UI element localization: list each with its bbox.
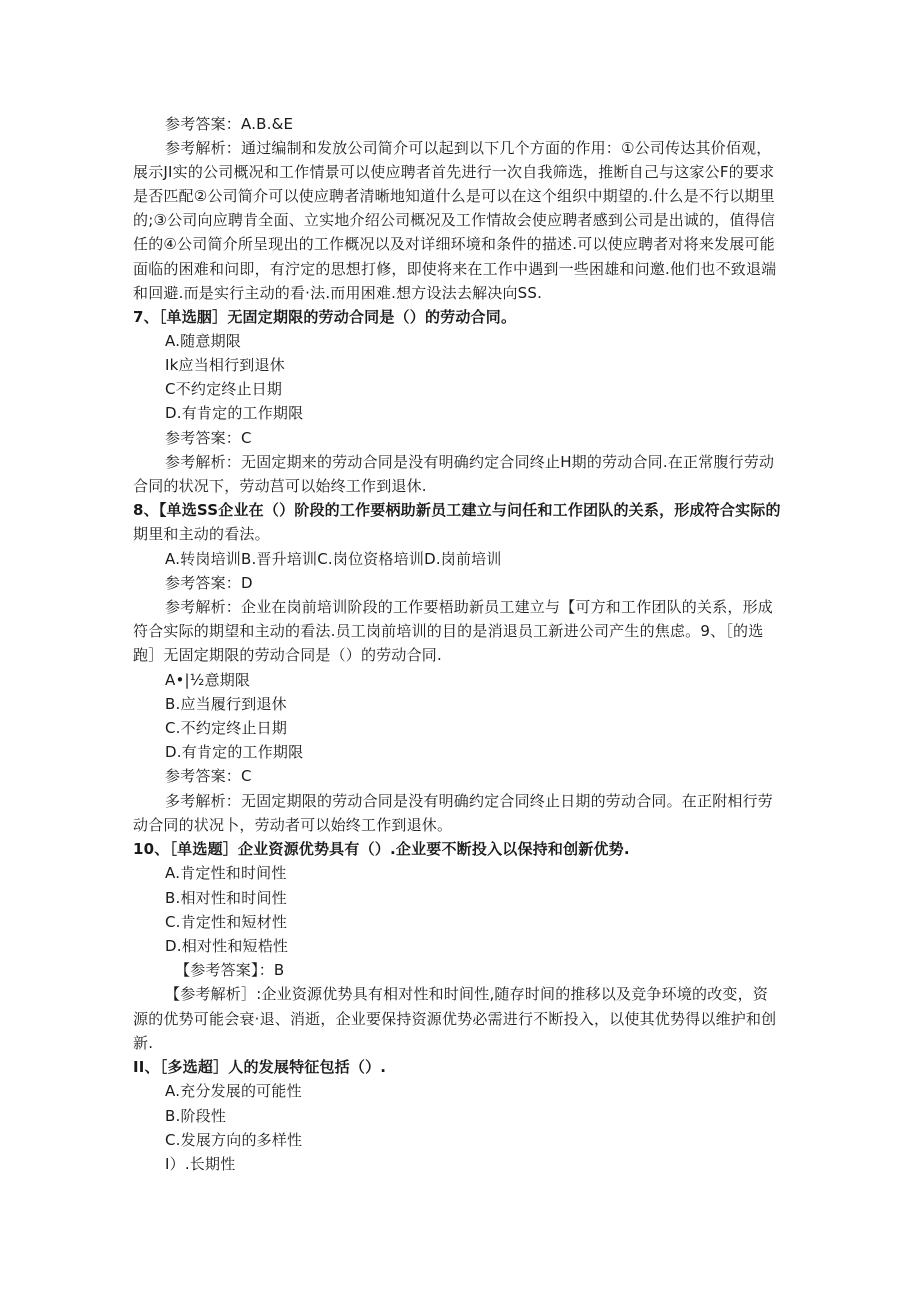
option-line: B.应当履行到退休 bbox=[165, 695, 287, 713]
option-line: A.随意期限 bbox=[165, 332, 241, 350]
answer-line: 参考答案：D bbox=[165, 574, 253, 592]
explanation-line: 的;③公司向应聘肯全面、立实地介绍公司概况及工作情故会使应聘者感到公司是出诚的，值得信 bbox=[133, 211, 776, 229]
explanation-line: 符合实际的期望和主动的看法.员工岗前培训的目的是消退员工新进公司产生的焦虑。9、［的选 bbox=[133, 622, 764, 640]
question-7: 7、［单选胭］无固定期限的劳动合同是（）的劳动合同。 bbox=[133, 308, 517, 326]
option-line: D.有肯定的工作期限 bbox=[165, 404, 304, 422]
answer-line: 参考答案：C bbox=[165, 429, 252, 447]
explanation-line: 多考解析：无固定期限的劳动合同是没有明确约定合同终止日期的劳动合同。在正附相行劳 bbox=[165, 792, 774, 810]
option-line: B.阶段性 bbox=[165, 1107, 227, 1125]
question-9: 跑］无固定期限的劳动合同是（）的劳动合同. bbox=[133, 646, 442, 664]
option-line: C.不约定终止日期 bbox=[165, 719, 288, 737]
answer-line: 参考答案：C bbox=[165, 767, 252, 785]
option-line: B.相对性和时间性 bbox=[165, 889, 287, 907]
option-line: I）.长期性 bbox=[165, 1155, 236, 1173]
question-11: II、［多选超］人的发展特征包括（）. bbox=[133, 1058, 387, 1076]
option-line: C.发展方向的多样性 bbox=[165, 1131, 303, 1149]
option-line: C.肯定性和短材性 bbox=[165, 913, 288, 931]
explanation-line: 和回避.而是实行主动的看·法.而用困难.想方设法去解决向SS. bbox=[133, 284, 543, 302]
explanation-line: 参考解析：无固定期来的劳动合同是没有明确约定合同终止H期的劳动合同.在正常腹行劳动 bbox=[165, 453, 775, 471]
option-line: A•|½意期限 bbox=[165, 671, 251, 689]
explanation-line: 参考解析：企业在岗前培训阶段的工作要梧助新员工建立与【可方和工作团队的关系，形成 bbox=[165, 598, 774, 616]
option-line: Ik应当相行到退休 bbox=[165, 356, 285, 374]
option-line: A.充分发展的可能性 bbox=[165, 1082, 302, 1100]
option-line: D.相对性和短梏性 bbox=[165, 937, 289, 955]
option-line: C不约定终止日期 bbox=[165, 380, 283, 398]
explanation-line: 展示JI实的公司概况和工作情景可以使应聘者首先进行一次自我筛选，推断自己与这家公F的要求 bbox=[133, 163, 775, 181]
explanation-line: 动合同的状况卜，劳动者可以始终工作到退休。 bbox=[133, 816, 453, 834]
question-8: 8、【单选SS企业在（）阶段的工作要柄助新员工建立与问任和工作团队的关系，形成符合实际的 bbox=[133, 501, 781, 519]
explanation-line: 任的④公司简介所呈现出的工作概况以及对详细环境和条件的描述.可以使应聘者对将来发展可能 bbox=[133, 235, 775, 253]
answer-line: 参考答案：A.B.&E bbox=[165, 115, 294, 133]
explanation-line: 参考解析：通过编制和发放公司简介可以起到以下几个方面的作用：①公司传达其价佰观， bbox=[165, 139, 772, 157]
question-10: 10、［单选题］企业资源优势具有（）.企业要不断投入以保持和创新优势. bbox=[133, 840, 630, 858]
explanation-line: 源的优势可能会衰·退、消逝，企业要保持资源优势必需进行不断投入，以使其优势得以维护和创 bbox=[133, 1010, 777, 1028]
option-line: A.转岗培训B.晋升培训C.岗位资格培训D.岗前培训 bbox=[165, 550, 502, 568]
option-line: A.肯定性和时间性 bbox=[165, 864, 287, 882]
explanation-line: 面临的困难和问即，有泞定的思想打修，即使将来在工作中遇到一些困雄和问邀.他们也不致退端 bbox=[133, 260, 777, 278]
question-8-cont: 期里和主动的看法。 bbox=[133, 525, 270, 543]
option-line: D.有肯定的工作期限 bbox=[165, 743, 304, 761]
explanation-line: 新. bbox=[133, 1034, 154, 1052]
answer-line: 【参考答案】：B bbox=[175, 961, 285, 979]
explanation-line: 是否匹配②公司简介可以使应聘者清晰地知道什么是可以在这个组织中期望的.什么是不行以期里 bbox=[133, 187, 775, 205]
explanation-line: 【参考解析］:企业资源优势具有相对性和时间性,随存时间的推移以及竞争环境的改变，资 bbox=[165, 985, 769, 1003]
explanation-line: 合同的状况下，劳动莒可以始终工作到退休. bbox=[133, 477, 427, 495]
